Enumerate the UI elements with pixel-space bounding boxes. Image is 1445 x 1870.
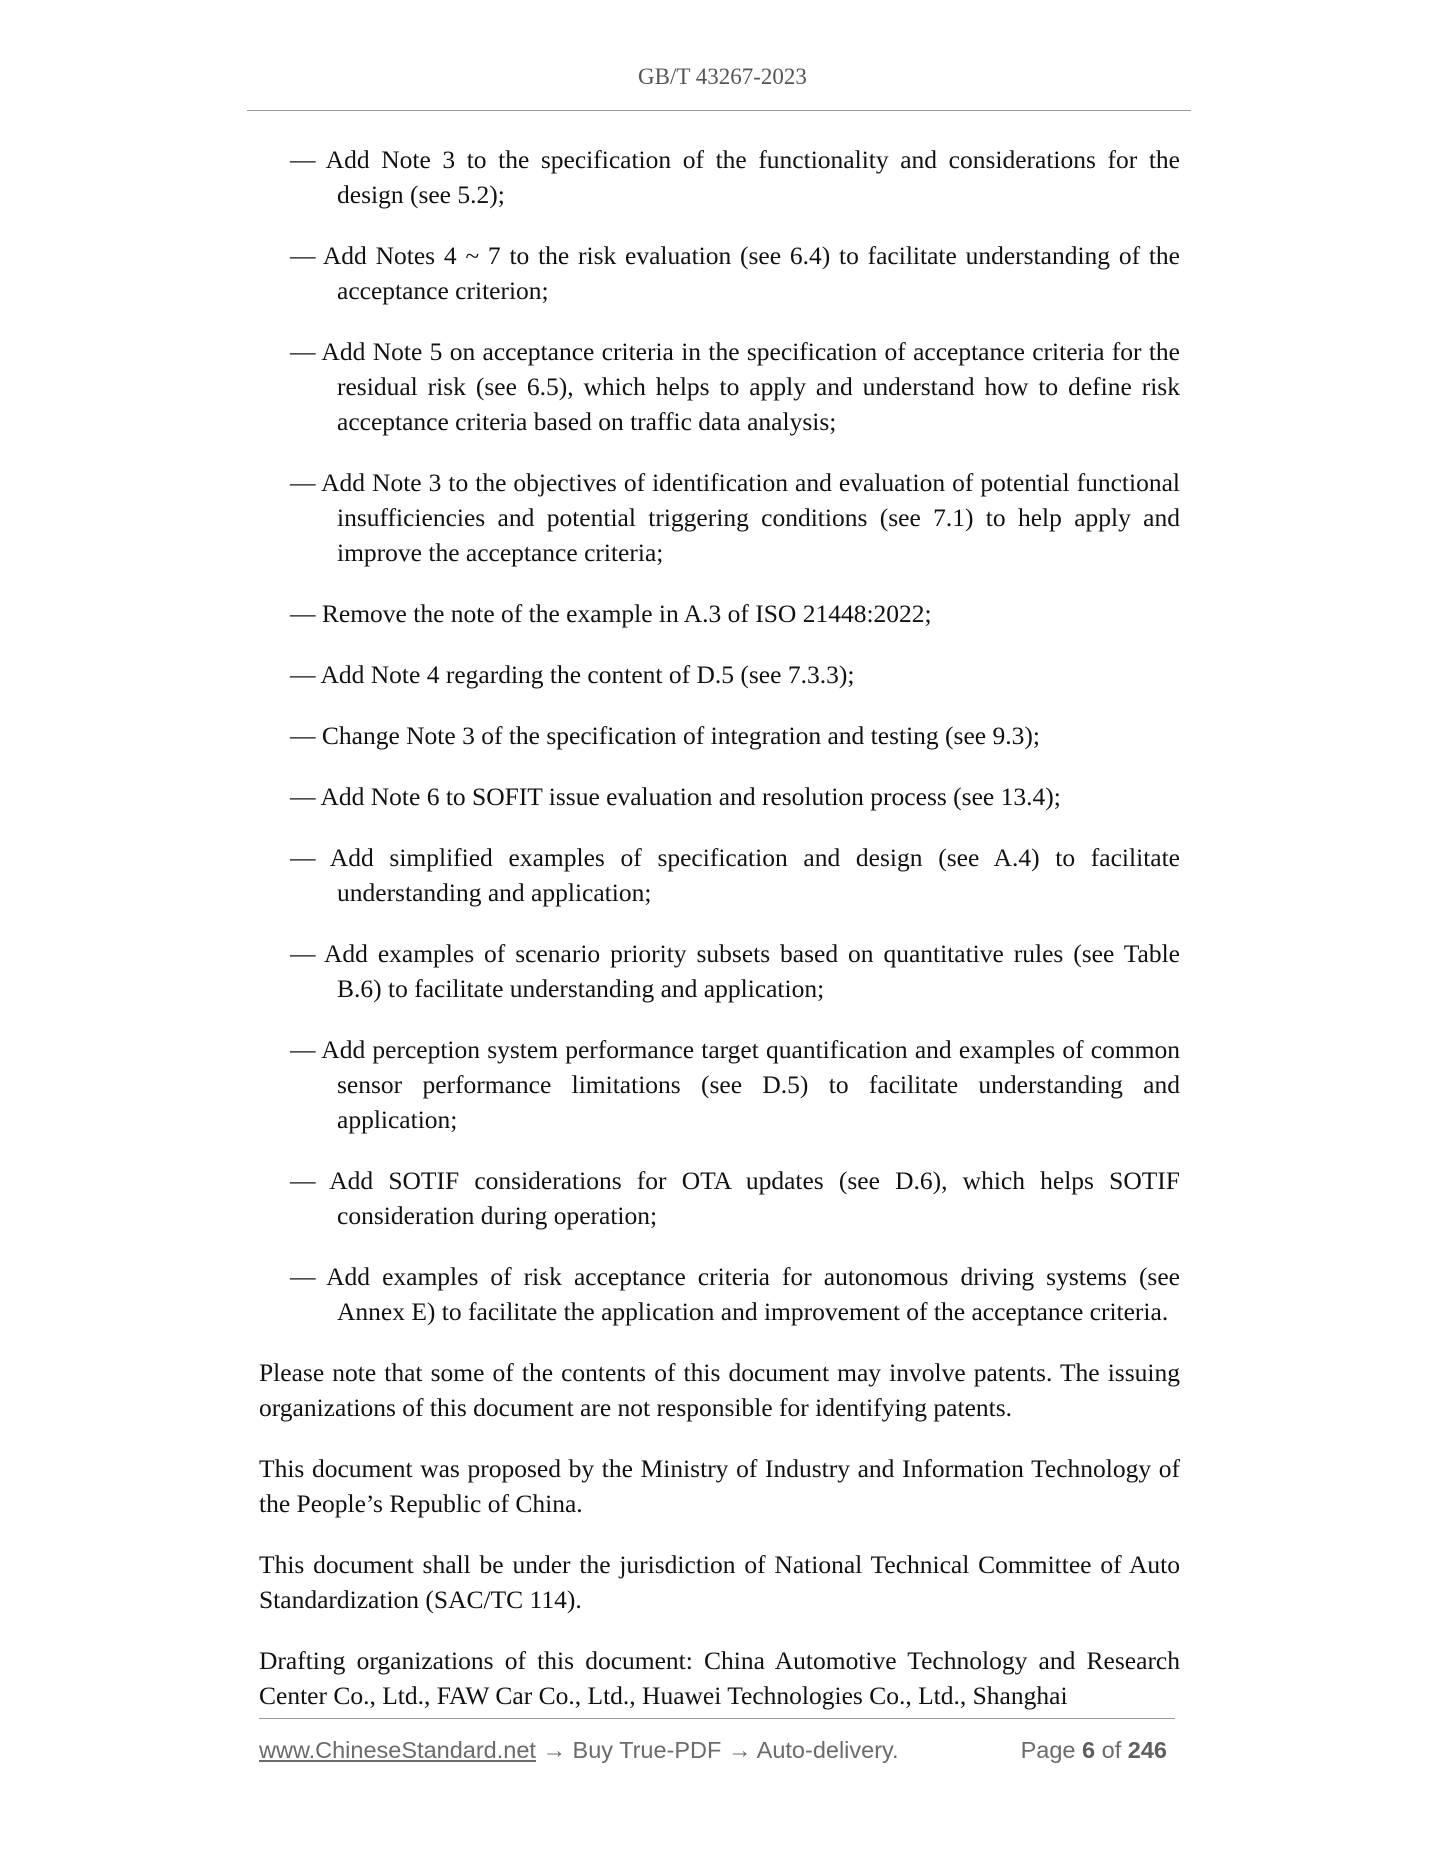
change-list-item: — Add SOTIF considerations for OTA updates (see D.6), which helps SOTIF consideration during operation;	[290, 1166, 1180, 1230]
change-list-item: — Add perception system performance target quantification and examples of common sensor performance limitations (see D.5) to facilitate understanding and application;	[290, 1035, 1180, 1134]
page-of-label: of	[1101, 1737, 1122, 1763]
change-list-item: — Remove the note of the example in A.3 of ISO 21448:2022;	[290, 599, 932, 628]
change-list-item: — Add examples of risk acceptance criteria for autonomous driving systems (see Annex E) to facilitate the application and improvement of the acceptance criteria.	[290, 1262, 1180, 1326]
change-list-item: — Add Note 6 to SOFIT issue evaluation and resolution process (see 13.4);	[290, 782, 1061, 811]
page-label: Page	[1020, 1737, 1076, 1763]
proposer-paragraph: This document was proposed by the Ministry of Industry and Information Technology of the People’s Republic of China.	[259, 1454, 1180, 1518]
site-link[interactable]: www.ChineseStandard.net	[259, 1737, 536, 1763]
change-list-item: — Add Note 3 to the objectives of identification and evaluation of potential functional insufficiencies and potential triggering conditions (see 7.1) to help apply and improve the acceptance criteria;	[290, 468, 1180, 567]
arrow-right-icon: →	[542, 1737, 566, 1763]
drafting-organizations-paragraph: Drafting organizations of this document: China Automotive Technology and Research Center Co., Ltd., FAW Car Co., Ltd., Huawei Technologies Co., Ltd., Shanghai	[259, 1646, 1180, 1710]
footer-promo	[259, 1737, 899, 1764]
document-number: GB/T 43267-2023	[638, 64, 807, 89]
page-footer	[259, 1737, 1175, 1769]
change-list-item: — Add Note 4 regarding the content of D.5 (see 7.3.3);	[290, 660, 855, 689]
change-list-item: — Add Note 5 on acceptance criteria in the specification of acceptance criteria for the residual risk (see 6.5), which helps to apply and understand how to define risk acceptance criteria based on traffic data analysis;	[290, 337, 1180, 436]
page-body	[259, 142, 1180, 1713]
change-list-item: — Add examples of scenario priority subsets based on quantitative rules (see Table B.6) to facilitate understanding and application;	[290, 939, 1180, 1003]
change-list-item: — Add Notes 4 ~ 7 to the risk evaluation (see 6.4) to facilitate understanding of the acceptance criterion;	[290, 241, 1180, 305]
footer-divider	[259, 1718, 1175, 1719]
arrow-right-icon: →	[727, 1737, 752, 1763]
change-list-item: — Add simplified examples of specification and design (see A.4) to facilitate understanding and application;	[290, 843, 1180, 907]
change-list-item: — Add Note 3 to the specification of the functionality and considerations for the design (see 5.2);	[290, 145, 1180, 209]
change-list-item: — Change Note 3 of the specification of integration and testing (see 9.3);	[290, 721, 1040, 750]
page-indicator	[1021, 1737, 1167, 1764]
patent-notice-paragraph: Please note that some of the contents of this document may involve patents. The issuing organizations of this document are not responsible for identifying patents.	[259, 1358, 1180, 1422]
jurisdiction-paragraph: This document shall be under the jurisdiction of National Technical Committee of Auto Standardization (SAC/TC 114).	[259, 1550, 1180, 1614]
buy-pdf-text: Buy True-PDF	[572, 1737, 722, 1763]
auto-delivery-text: Auto-delivery.	[756, 1737, 899, 1763]
header-divider	[247, 110, 1191, 111]
total-page-count: 246	[1127, 1737, 1167, 1763]
current-page-number: 6	[1082, 1737, 1096, 1763]
page-header	[0, 64, 1445, 90]
